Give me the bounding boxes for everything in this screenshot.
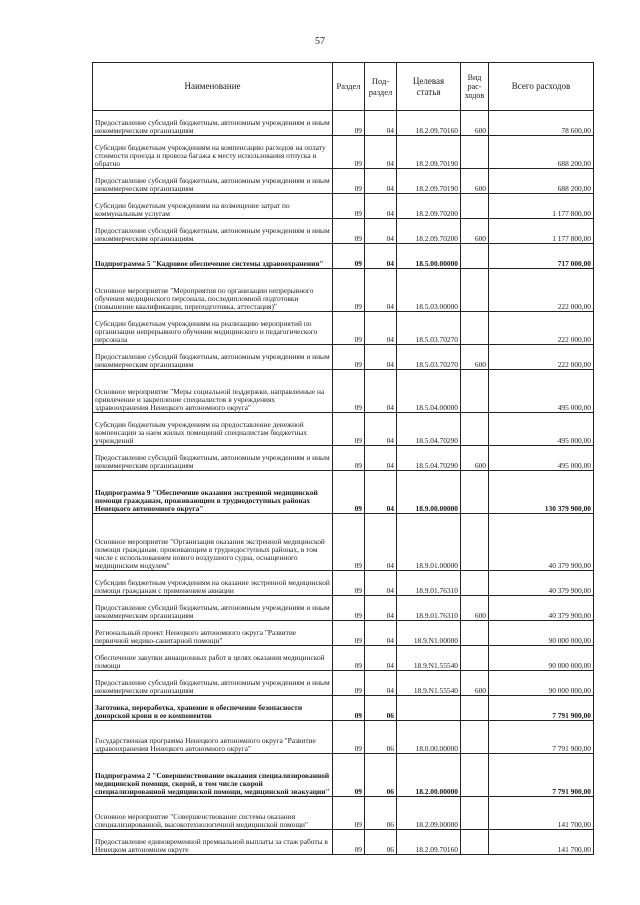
header-vid: Вид рас- ходов bbox=[461, 63, 489, 111]
row-razdel: 09 bbox=[333, 596, 365, 621]
row-podrazdel: 04 bbox=[365, 136, 397, 169]
row-name: Предоставление единовременной премиальной выплаты за стаж работы в Ненецком автономном округе bbox=[93, 830, 333, 855]
budget-table bbox=[92, 62, 594, 855]
row-vid bbox=[461, 312, 489, 345]
row-podrazdel: 04 bbox=[365, 194, 397, 219]
row-razdel: 09 bbox=[333, 370, 365, 413]
row-amount: 495 000,00 bbox=[489, 446, 594, 471]
row-name: Основное мероприятие "Меры социальной поддержки, направленные на привлечение и закрепление специалистов в учреждениях здравоохранения Ненецкого автономного округа" bbox=[93, 370, 333, 413]
row-target: 18.2.00.00000 bbox=[397, 754, 461, 797]
row-razdel: 09 bbox=[333, 446, 365, 471]
row-target: 18.5.03.70270 bbox=[397, 345, 461, 370]
header-name: Наименование bbox=[93, 63, 333, 111]
row-amount: 1 177 800,00 bbox=[489, 194, 594, 219]
header-razdel: Раздел bbox=[333, 63, 365, 111]
row-target: 18.2.09.70160 bbox=[397, 830, 461, 855]
row-amount: 1 177 800,00 bbox=[489, 219, 594, 244]
row-target: 18.2.09.70160 bbox=[397, 111, 461, 136]
row-vid bbox=[461, 721, 489, 754]
row-vid bbox=[461, 646, 489, 671]
table-row bbox=[93, 111, 594, 136]
row-podrazdel: 04 bbox=[365, 312, 397, 345]
row-vid: 600 bbox=[461, 596, 489, 621]
row-razdel: 09 bbox=[333, 621, 365, 646]
row-razdel: 09 bbox=[333, 345, 365, 370]
row-podrazdel: 04 bbox=[365, 646, 397, 671]
row-razdel: 09 bbox=[333, 194, 365, 219]
row-amount: 7 791 900,00 bbox=[489, 754, 594, 797]
header-podrazdel: Под- раздел bbox=[365, 63, 397, 111]
row-amount: 90 000 000,00 bbox=[489, 671, 594, 696]
row-amount: 141 700,00 bbox=[489, 797, 594, 830]
row-target: 18.5.04.00000 bbox=[397, 370, 461, 413]
row-vid bbox=[461, 370, 489, 413]
table-row bbox=[93, 345, 594, 370]
row-name: Предоставление субсидий бюджетным, автономным учреждениям и иным некоммерческим организациям bbox=[93, 446, 333, 471]
row-name: Предоставление субсидий бюджетным, автономным учреждениям и иным некоммерческим организациям bbox=[93, 345, 333, 370]
row-podrazdel: 06 bbox=[365, 797, 397, 830]
row-target: 18.2.09.70200 bbox=[397, 194, 461, 219]
row-amount: 688 200,00 bbox=[489, 169, 594, 194]
table-row bbox=[93, 721, 594, 754]
row-podrazdel: 04 bbox=[365, 571, 397, 596]
row-razdel: 09 bbox=[333, 797, 365, 830]
row-amount: 78 600,00 bbox=[489, 111, 594, 136]
row-razdel: 09 bbox=[333, 111, 365, 136]
row-razdel: 09 bbox=[333, 169, 365, 194]
row-podrazdel: 04 bbox=[365, 514, 397, 571]
row-vid bbox=[461, 194, 489, 219]
row-target: 18.2.09.00000 bbox=[397, 797, 461, 830]
row-vid: 600 bbox=[461, 345, 489, 370]
row-target: 18.5.04.70290 bbox=[397, 446, 461, 471]
row-amount: 717 000,00 bbox=[489, 244, 594, 269]
row-razdel: 09 bbox=[333, 696, 365, 721]
row-amount: 90 000 000,00 bbox=[489, 646, 594, 671]
table-row bbox=[93, 571, 594, 596]
row-razdel: 09 bbox=[333, 269, 365, 312]
table-row bbox=[93, 194, 594, 219]
row-amount: 7 791 900,00 bbox=[489, 721, 594, 754]
row-podrazdel: 04 bbox=[365, 471, 397, 514]
row-razdel: 09 bbox=[333, 413, 365, 446]
row-name: Субсидии бюджетным учреждениям на возмещение затрат по коммунальным услугам bbox=[93, 194, 333, 219]
row-razdel: 09 bbox=[333, 514, 365, 571]
row-name: Предоставление субсидий бюджетным, автономным учреждениям и иным некоммерческим организациям bbox=[93, 111, 333, 136]
row-name: Предоставление субсидий бюджетным, автономным учреждениям и иным некоммерческим организациям bbox=[93, 671, 333, 696]
row-target: 18.5.00.00000 bbox=[397, 244, 461, 269]
row-podrazdel: 04 bbox=[365, 370, 397, 413]
row-vid bbox=[461, 797, 489, 830]
row-vid bbox=[461, 830, 489, 855]
row-vid bbox=[461, 244, 489, 269]
row-podrazdel: 06 bbox=[365, 830, 397, 855]
row-vid: 600 bbox=[461, 111, 489, 136]
row-podrazdel: 04 bbox=[365, 671, 397, 696]
row-target: 18.5.03.00000 bbox=[397, 269, 461, 312]
row-razdel: 09 bbox=[333, 244, 365, 269]
table-body bbox=[93, 111, 594, 855]
row-name: Предоставление субсидий бюджетным, автономным учреждениям и иным некоммерческим организациям bbox=[93, 169, 333, 194]
row-vid bbox=[461, 754, 489, 797]
row-podrazdel: 04 bbox=[365, 345, 397, 370]
row-target: 18.2.09.70190 bbox=[397, 136, 461, 169]
row-target: 18.2.09.70200 bbox=[397, 219, 461, 244]
row-vid bbox=[461, 621, 489, 646]
table-row bbox=[93, 797, 594, 830]
row-razdel: 09 bbox=[333, 471, 365, 514]
row-amount: 688 200,00 bbox=[489, 136, 594, 169]
row-name: Основное мероприятие "Организация оказания экстренной медицинской помощи гражданам, проживающим в труднодоступных районах, в том числе с использованием нового воздушного судна, оснащенного медицинским модулем" bbox=[93, 514, 333, 571]
table-row bbox=[93, 830, 594, 855]
table-row bbox=[93, 169, 594, 194]
row-razdel: 09 bbox=[333, 671, 365, 696]
row-vid: 600 bbox=[461, 671, 489, 696]
row-amount: 222 000,00 bbox=[489, 312, 594, 345]
row-name: Субсидии бюджетным учреждениям на предоставление денежной компенсации за наем жилых помещений специалистам бюджетных учреждений bbox=[93, 413, 333, 446]
row-target: 18.9.00.00000 bbox=[397, 471, 461, 514]
row-target: 18.9.01.00000 bbox=[397, 514, 461, 571]
row-razdel: 09 bbox=[333, 136, 365, 169]
table-row bbox=[93, 446, 594, 471]
row-target bbox=[397, 696, 461, 721]
table-row bbox=[93, 413, 594, 446]
row-target: 18.0.00.00000 bbox=[397, 721, 461, 754]
table-row bbox=[93, 696, 594, 721]
row-amount: 495 000,00 bbox=[489, 413, 594, 446]
row-target: 18.2.09.70190 bbox=[397, 169, 461, 194]
row-podrazdel: 04 bbox=[365, 111, 397, 136]
row-razdel: 09 bbox=[333, 646, 365, 671]
row-vid bbox=[461, 471, 489, 514]
row-name: Основное мероприятие "Совершенствование системы оказания специализированной, высокотехнологичной медицинской помощи" bbox=[93, 797, 333, 830]
row-vid: 600 bbox=[461, 219, 489, 244]
row-target: 18.5.04.70290 bbox=[397, 413, 461, 446]
row-vid bbox=[461, 514, 489, 571]
row-amount: 495 000,00 bbox=[489, 370, 594, 413]
row-vid bbox=[461, 571, 489, 596]
table-row bbox=[93, 244, 594, 269]
page-number: 57 bbox=[315, 36, 325, 47]
table-row bbox=[93, 312, 594, 345]
table-row bbox=[93, 514, 594, 571]
row-razdel: 09 bbox=[333, 721, 365, 754]
row-name: Подпрограмма 5 "Кадровое обеспечение системы здравоохранения" bbox=[93, 244, 333, 269]
row-target: 18.9.N1.55540 bbox=[397, 646, 461, 671]
table-row bbox=[93, 646, 594, 671]
row-name: Субсидии бюджетным учреждениям на оказание экстренной медицинской помощи гражданам с применением авиации bbox=[93, 571, 333, 596]
row-vid: 600 bbox=[461, 446, 489, 471]
row-amount: 40 379 900,00 bbox=[489, 514, 594, 571]
row-podrazdel: 06 bbox=[365, 754, 397, 797]
row-razdel: 09 bbox=[333, 571, 365, 596]
row-podrazdel: 04 bbox=[365, 219, 397, 244]
row-podrazdel: 06 bbox=[365, 721, 397, 754]
row-name: Подпрограмма 9 "Обеспечение оказания экстренной медицинской помощи гражданам, проживающим в труднодоступных районах Ненецкого автономного округа" bbox=[93, 471, 333, 514]
row-amount: 90 000 000,00 bbox=[489, 621, 594, 646]
row-podrazdel: 04 bbox=[365, 269, 397, 312]
row-name: Региональный проект Ненецкого автономного округа "Развитие первичной медико-санитарной помощи" bbox=[93, 621, 333, 646]
row-name: Основное мероприятие "Мероприятия по организации непрерывного обучения медицинского персонала, последипломной подготовки (повышение квалификации, переподготовка, аттестация)" bbox=[93, 269, 333, 312]
row-name: Государственная программа Ненецкого автономного округа "Развитие здравоохранения Ненецкого автономного округа" bbox=[93, 721, 333, 754]
row-target: 18.9.01.76310 bbox=[397, 571, 461, 596]
row-amount: 7 791 900,00 bbox=[489, 696, 594, 721]
row-vid bbox=[461, 136, 489, 169]
header-total: Всего расходов bbox=[489, 63, 594, 111]
row-amount: 40 379 900,00 bbox=[489, 596, 594, 621]
row-amount: 40 379 900,00 bbox=[489, 571, 594, 596]
row-razdel: 09 bbox=[333, 754, 365, 797]
row-podrazdel: 04 bbox=[365, 446, 397, 471]
row-podrazdel: 04 bbox=[365, 244, 397, 269]
row-target: 18.5.03.70270 bbox=[397, 312, 461, 345]
row-name: Обеспечение закупки авиационных работ в целях оказания медицинской помощи bbox=[93, 646, 333, 671]
row-vid bbox=[461, 413, 489, 446]
table-row bbox=[93, 370, 594, 413]
table-row bbox=[93, 596, 594, 621]
row-podrazdel: 06 bbox=[365, 696, 397, 721]
table-row bbox=[93, 136, 594, 169]
row-vid: 600 bbox=[461, 169, 489, 194]
row-target: 18.9.N1.55540 bbox=[397, 671, 461, 696]
row-target: 18.9.N1.00000 bbox=[397, 621, 461, 646]
table-header-row bbox=[93, 63, 594, 111]
table-row bbox=[93, 471, 594, 514]
table-row bbox=[93, 269, 594, 312]
row-razdel: 09 bbox=[333, 219, 365, 244]
row-name: Предоставление субсидий бюджетным, автономным учреждениям и иным некоммерческим организациям bbox=[93, 219, 333, 244]
header-target: Целевая статья bbox=[397, 63, 461, 111]
row-name: Субсидии бюджетным учреждениям на реализацию мероприятий по организации непрерывного обучения медицинского и педагогического персонала bbox=[93, 312, 333, 345]
table-row bbox=[93, 219, 594, 244]
table-row bbox=[93, 671, 594, 696]
table-row bbox=[93, 754, 594, 797]
row-name: Подпрограмма 2 "Совершенствование оказания специализированной медицинской помощи, скорой, в том числе скорой специализированной медицинской помощи, медицинской эвакуации" bbox=[93, 754, 333, 797]
row-podrazdel: 04 bbox=[365, 621, 397, 646]
row-vid bbox=[461, 269, 489, 312]
row-target: 18.9.01.76310 bbox=[397, 596, 461, 621]
row-podrazdel: 04 bbox=[365, 596, 397, 621]
row-razdel: 09 bbox=[333, 312, 365, 345]
row-name: Субсидии бюджетным учреждениям на компенсацию расходов на оплату стоимости проезда и провоза багажа к месту использования отпуска и обратно bbox=[93, 136, 333, 169]
row-amount: 222 000,00 bbox=[489, 269, 594, 312]
row-amount: 130 379 900,00 bbox=[489, 471, 594, 514]
row-razdel: 09 bbox=[333, 830, 365, 855]
row-name: Предоставление субсидий бюджетным, автономным учреждениям и иным некоммерческим организациям bbox=[93, 596, 333, 621]
row-amount: 222 000,00 bbox=[489, 345, 594, 370]
table-row bbox=[93, 621, 594, 646]
row-podrazdel: 04 bbox=[365, 169, 397, 194]
row-amount: 141 700,00 bbox=[489, 830, 594, 855]
row-podrazdel: 04 bbox=[365, 413, 397, 446]
row-vid bbox=[461, 696, 489, 721]
row-name: Заготовка, переработка, хранение и обеспечение безопасности донорской крови и ее компонентов bbox=[93, 696, 333, 721]
